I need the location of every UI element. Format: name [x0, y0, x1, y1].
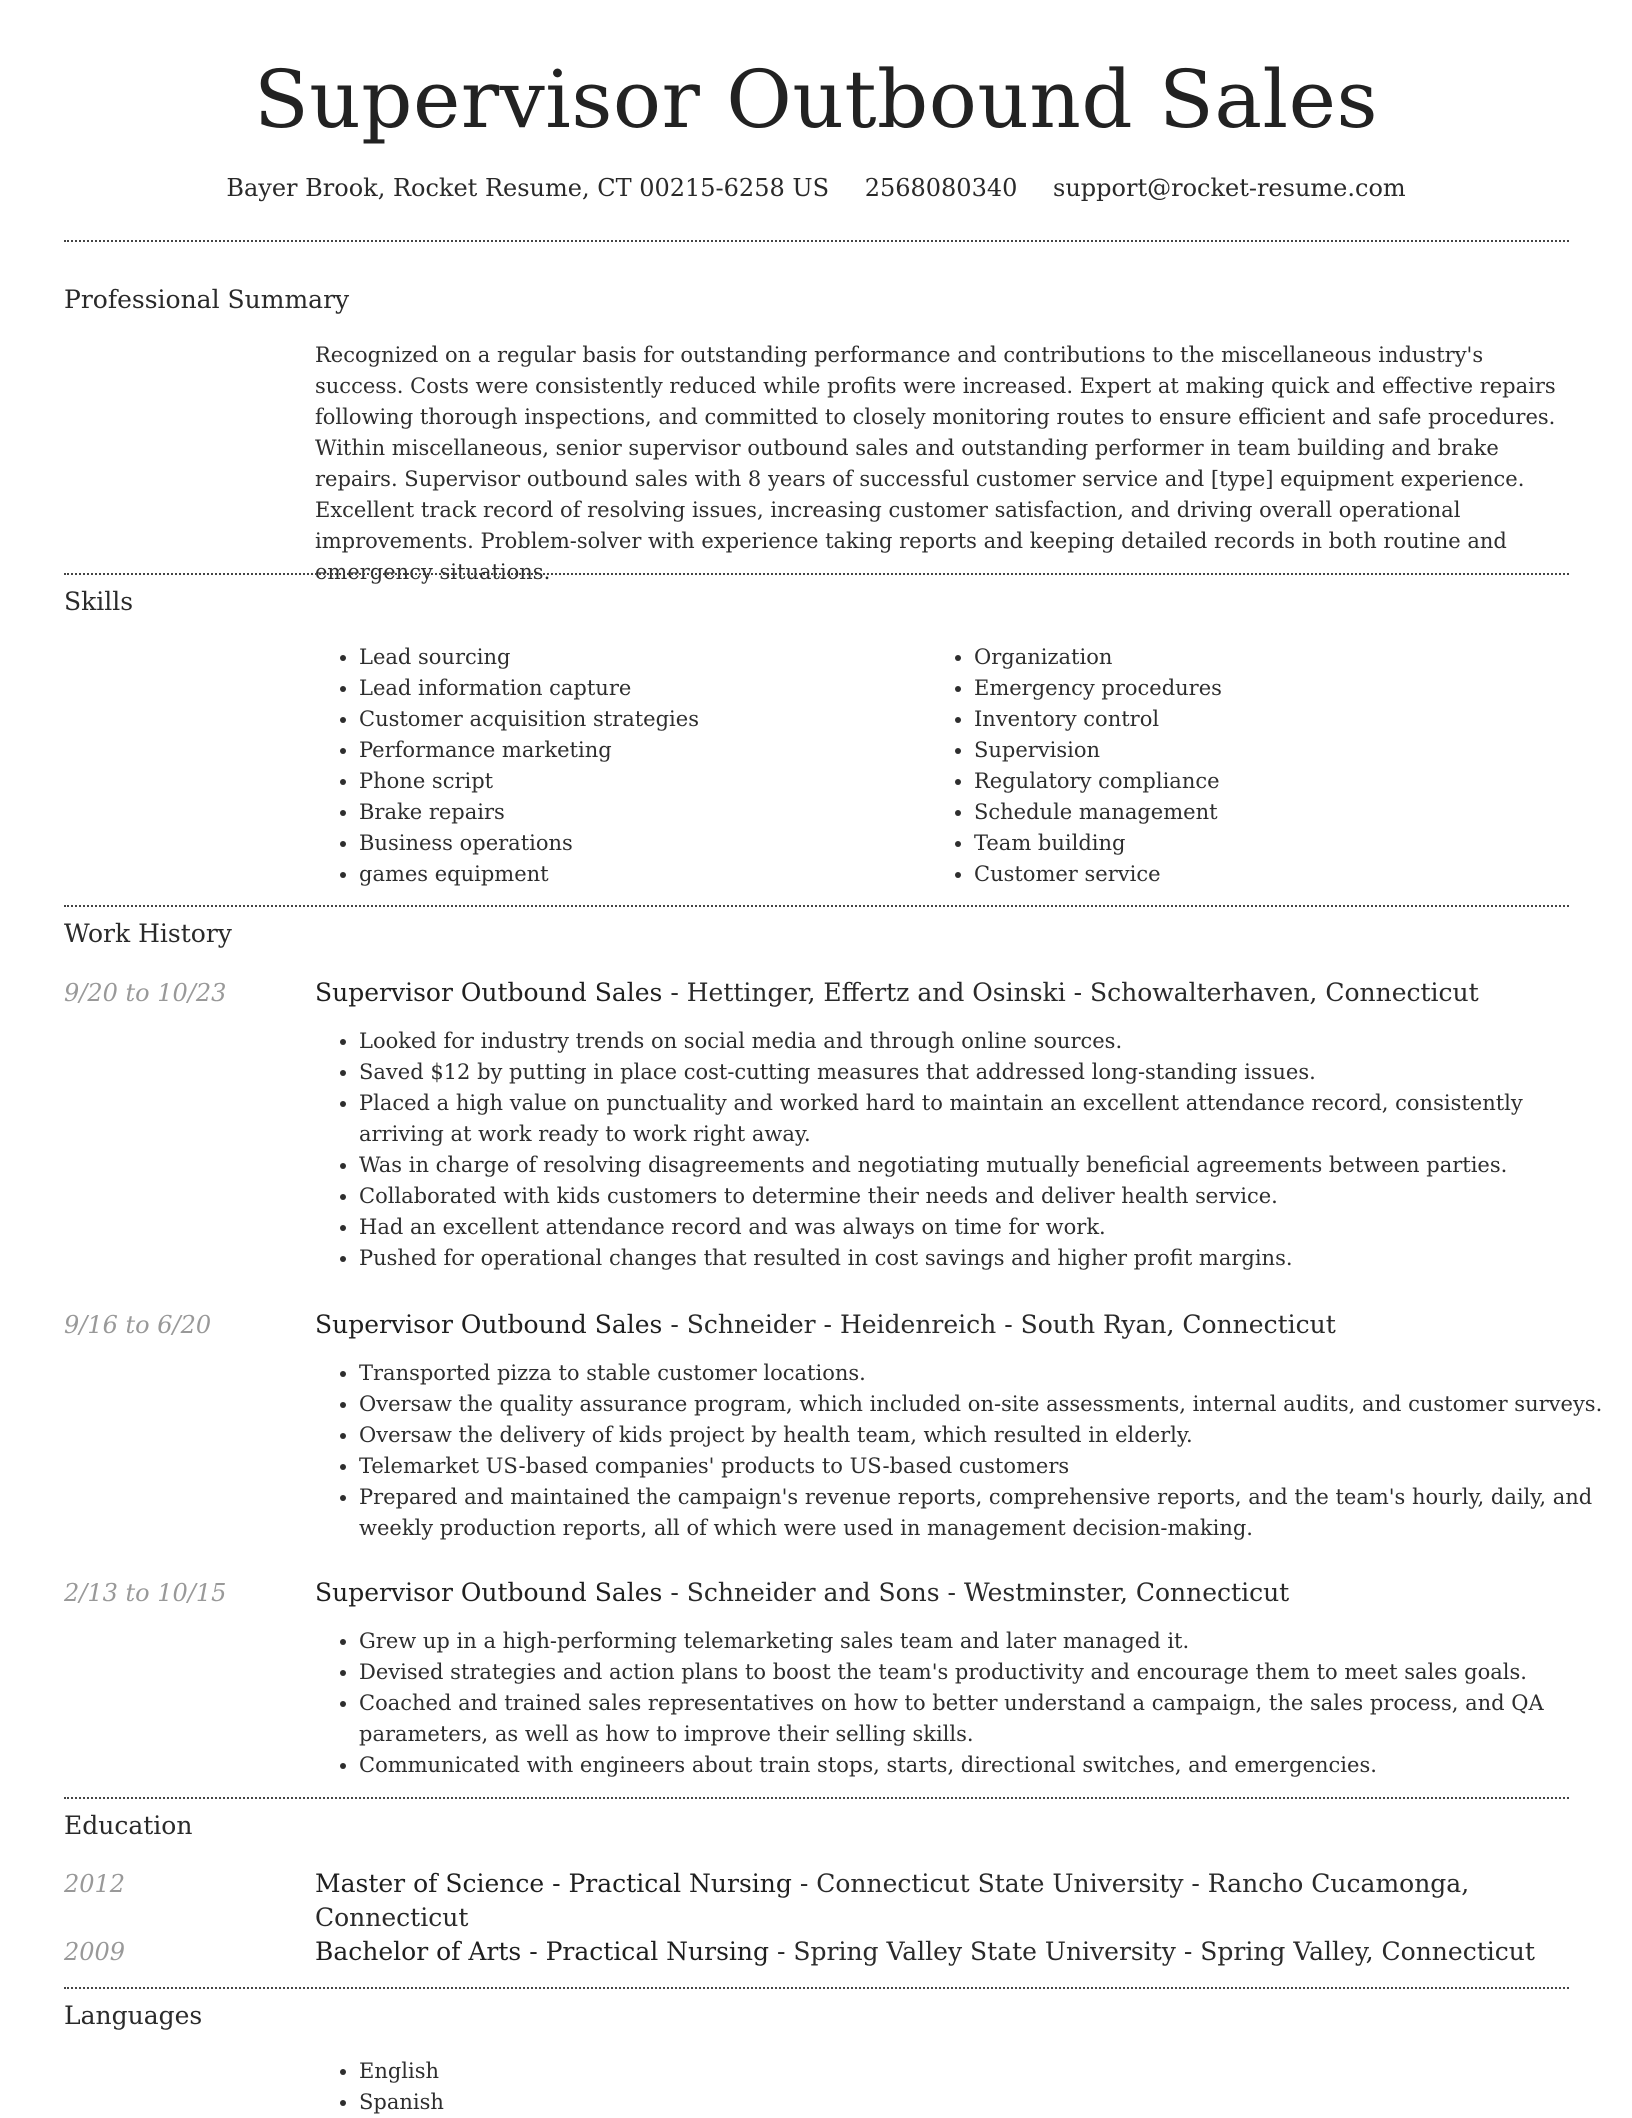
- skill-item: • Business operations: [359, 828, 919, 859]
- skill-item: • Customer acquisition strategies: [359, 704, 919, 735]
- job-bullet: • Transported pizza to stable customer locations.: [359, 1358, 1611, 1389]
- education-school: - Spring Valley State University - Spring Valley, Connecticut: [769, 1937, 1535, 1966]
- section-divider: [64, 573, 1569, 575]
- skill-item: • games equipment: [359, 859, 919, 890]
- job-title: [315, 976, 1567, 1010]
- resume-name: Supervisor Outbound Sales: [253, 53, 1379, 146]
- skill-item: • Supervision: [974, 735, 1534, 766]
- skills-list-left: [315, 642, 919, 890]
- job-bullet: • Placed a high value on punctuality and worked hard to maintain an excellent attendance record, consistently arriving at work ready to work right away.: [359, 1088, 1611, 1150]
- education-year: 2009: [64, 1938, 126, 1966]
- job-bullets: [315, 1026, 1611, 1274]
- skill-item: • Emergency procedures: [974, 673, 1534, 704]
- job-bullet: • Oversaw the delivery of kids project by health team, which resulted in elderly.: [359, 1420, 1611, 1451]
- skill-item: • Schedule management: [974, 797, 1534, 828]
- job-dates: 2/13 to 10/15: [64, 1579, 227, 1607]
- education-school: - Connecticut State University - Rancho Cucamonga, Connecticut: [315, 1869, 1470, 1932]
- skill-item: • Lead sourcing: [359, 642, 919, 673]
- skill-item: • Brake repairs: [359, 797, 919, 828]
- skill-item: • Lead information capture: [359, 673, 919, 704]
- job-position: Supervisor Outbound Sales: [315, 1310, 663, 1339]
- job-employer: - Schneider and Sons - Westminster, Connecticut: [662, 1578, 1290, 1607]
- skill-item: • Regulatory compliance: [974, 766, 1534, 797]
- job-position: Supervisor Outbound Sales: [315, 1578, 663, 1607]
- job-bullet: • Devised strategies and action plans to boost the team's productivity and encourage them to meet sales goals.: [359, 1657, 1611, 1688]
- skill-item: • Phone script: [359, 766, 919, 797]
- summary-heading: Professional Summary: [64, 285, 350, 314]
- contact-address: Bayer Brook, Rocket Resume, CT 00215-6258 US: [226, 174, 830, 202]
- education-degree: Bachelor of Arts - Practical Nursing: [315, 1937, 770, 1966]
- job-title: [315, 1308, 1567, 1342]
- job-bullets: [315, 1358, 1611, 1544]
- job-title: [315, 1576, 1567, 1610]
- skill-item: • Organization: [974, 642, 1534, 673]
- job-bullet: • Coached and trained sales representatives on how to better understand a campaign, the sales process, and QA parameters, as well as how to improve their selling skills.: [359, 1688, 1611, 1750]
- job-bullet: • Oversaw the quality assurance program, which included on-site assessments, internal audits, and customer surveys.: [359, 1389, 1611, 1420]
- job-employer: - Schneider - Heidenreich - South Ryan, Connecticut: [662, 1310, 1336, 1339]
- job-dates: 9/16 to 6/20: [64, 1311, 212, 1339]
- language-item: • English: [359, 2056, 959, 2087]
- contact-phone: 2568080340: [864, 174, 1018, 202]
- job-bullet: • Was in charge of resolving disagreements and negotiating mutually beneficial agreements between parties.: [359, 1150, 1611, 1181]
- skill-item: • Customer service: [974, 859, 1534, 890]
- contact-email: support@rocket-resume.com: [1053, 174, 1406, 202]
- skills-list-right: [930, 642, 1534, 890]
- languages-list: [315, 2056, 959, 2118]
- section-divider: [64, 1797, 1569, 1799]
- job-bullet: • Prepared and maintained the campaign's revenue reports, comprehensive reports, and the team's hourly, daily, and weekly production reports, all of which were used in management decision-making.: [359, 1482, 1611, 1544]
- skill-item: • Team building: [974, 828, 1534, 859]
- job-bullet: • Had an excellent attendance record and was always on time for work.: [359, 1212, 1611, 1243]
- job-bullet: • Looked for industry trends on social media and through online sources.: [359, 1026, 1611, 1057]
- language-item: • Spanish: [359, 2087, 959, 2118]
- skill-item: • Performance marketing: [359, 735, 919, 766]
- section-divider: [64, 1987, 1569, 1989]
- education-year: 2012: [64, 1870, 126, 1898]
- education-heading: Education: [64, 1811, 193, 1840]
- summary-text: Recognized on a regular basis for outstanding performance and contributions to the miscellaneous industry's success. Costs were consistently reduced while profits were increased. Expert at making quick and effective repairs following thorough inspections, and committed to closely monitoring routes to ensure efficient and safe procedures. Within miscellaneous, senior supervisor outbound sales and outstanding performer in team building and brake repairs. Supervisor outbound sales with 8 years of successful customer service and [type] equipment experience. Excellent track record of resolving issues, increasing customer satisfaction, and driving overall operational improvements. Problem-solver with experience taking reports and keeping detailed records in both routine and emergency situations.: [315, 343, 1556, 584]
- education-entry: [315, 1935, 1567, 1969]
- languages-heading: Languages: [64, 2001, 203, 2030]
- job-position: Supervisor Outbound Sales: [315, 978, 663, 1007]
- job-employer: - Hettinger, Effertz and Osinski - Schowalterhaven, Connecticut: [662, 978, 1479, 1007]
- job-dates: 9/20 to 10/23: [64, 979, 227, 1007]
- work-heading: Work History: [64, 919, 232, 948]
- education-degree: Master of Science - Practical Nursing: [315, 1869, 792, 1898]
- education-entry: [315, 1867, 1567, 1935]
- job-bullet: • Telemarket US-based companies' products to US-based customers: [359, 1451, 1611, 1482]
- section-divider: [64, 240, 1569, 242]
- skills-heading: Skills: [64, 587, 134, 616]
- skill-item: • Inventory control: [974, 704, 1534, 735]
- job-bullet: • Communicated with engineers about train stops, starts, directional switches, and emergencies.: [359, 1750, 1611, 1781]
- job-bullet: • Saved $12 by putting in place cost-cutting measures that addressed long-standing issues.: [359, 1057, 1611, 1088]
- job-bullet: • Pushed for operational changes that resulted in cost savings and higher profit margins.: [359, 1243, 1611, 1274]
- section-divider: [64, 905, 1569, 907]
- job-bullets: [315, 1626, 1611, 1781]
- contact-line: [0, 172, 1632, 204]
- job-bullet: • Collaborated with kids customers to determine their needs and deliver health service.: [359, 1181, 1611, 1212]
- job-bullet: • Grew up in a high-performing telemarketing sales team and later managed it.: [359, 1626, 1611, 1657]
